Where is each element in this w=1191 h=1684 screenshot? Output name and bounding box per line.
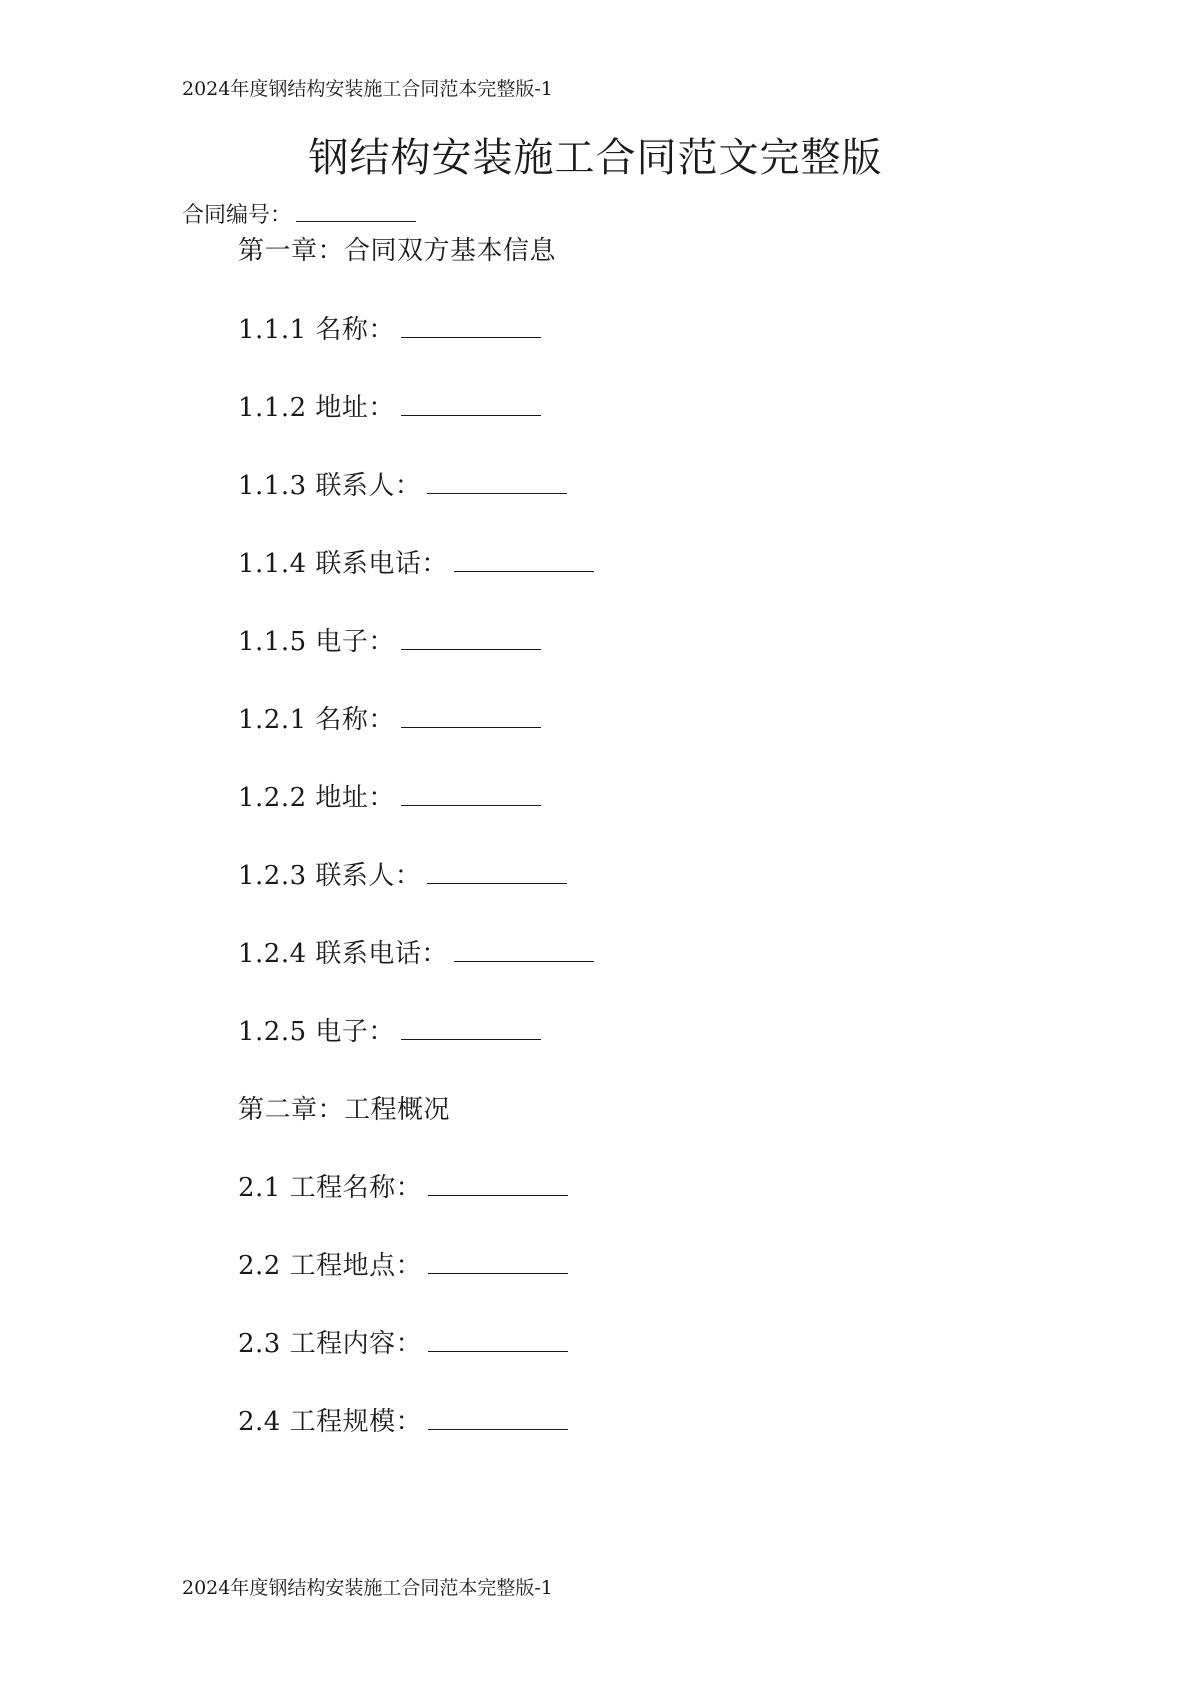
party-a-name-blank: [401, 311, 541, 338]
document-title: 钢结构安装施工合同范文完整版: [308, 135, 883, 181]
running-header: 2024年度钢结构安装施工合同范本完整版-1: [182, 78, 553, 100]
party-a-name-label: 1.1.1 名称：: [238, 315, 395, 345]
party-a-contact-label: 1.1.3 联系人：: [238, 471, 422, 501]
party-b-name-label: 1.2.1 名称：: [238, 705, 395, 735]
party-b-phone-label: 1.2.4 联系电话：: [238, 939, 448, 969]
party-a-phone-blank: [454, 545, 594, 572]
party-b-address-line: [238, 777, 541, 814]
project-name-blank: [428, 1169, 568, 1196]
project-content-label: 2.3 工程内容：: [238, 1329, 423, 1359]
contract-number-blank: [296, 199, 416, 222]
party-b-contact-line: [238, 855, 567, 892]
project-name-line: [238, 1167, 568, 1204]
party-b-email-blank: [401, 1013, 541, 1040]
party-b-contact-blank: [427, 857, 567, 884]
chapter-2-heading: 第二章：工程概况: [238, 1095, 451, 1125]
party-a-address-line: [238, 387, 541, 424]
party-a-address-blank: [401, 389, 541, 416]
party-a-email-blank: [401, 623, 541, 650]
party-b-contact-label: 1.2.3 联系人：: [238, 861, 422, 891]
party-a-phone-label: 1.1.4 联系电话：: [238, 549, 448, 579]
project-location-line: [238, 1245, 568, 1282]
party-a-email-label: 1.1.5 电子：: [238, 627, 395, 657]
party-a-contact-line: [238, 465, 567, 502]
project-content-line: [238, 1323, 568, 1360]
contract-number-field: [182, 198, 416, 229]
party-b-address-blank: [401, 779, 541, 806]
party-b-email-line: [238, 1011, 541, 1048]
party-a-contact-blank: [427, 467, 567, 494]
chapter-1-heading: 第一章：合同双方基本信息: [238, 236, 557, 266]
party-a-name-line: [238, 309, 541, 346]
contract-number-label: 合同编号：: [182, 203, 293, 228]
party-b-email-label: 1.2.5 电子：: [238, 1017, 395, 1047]
party-a-phone-line: [238, 543, 594, 580]
party-b-name-line: [238, 699, 541, 736]
project-content-blank: [428, 1325, 568, 1352]
party-b-phone-line: [238, 933, 594, 970]
project-scale-line: [238, 1401, 568, 1438]
running-footer: 2024年度钢结构安装施工合同范本完整版-1: [182, 1577, 553, 1599]
project-scale-blank: [428, 1403, 568, 1430]
party-b-phone-blank: [454, 935, 594, 962]
project-location-blank: [428, 1247, 568, 1274]
party-a-address-label: 1.1.2 地址：: [238, 393, 395, 423]
project-location-label: 2.2 工程地点：: [238, 1251, 423, 1281]
project-name-label: 2.1 工程名称：: [238, 1173, 423, 1203]
party-a-email-line: [238, 621, 541, 658]
party-b-address-label: 1.2.2 地址：: [238, 783, 395, 813]
project-scale-label: 2.4 工程规模：: [238, 1407, 423, 1437]
party-b-name-blank: [401, 701, 541, 728]
